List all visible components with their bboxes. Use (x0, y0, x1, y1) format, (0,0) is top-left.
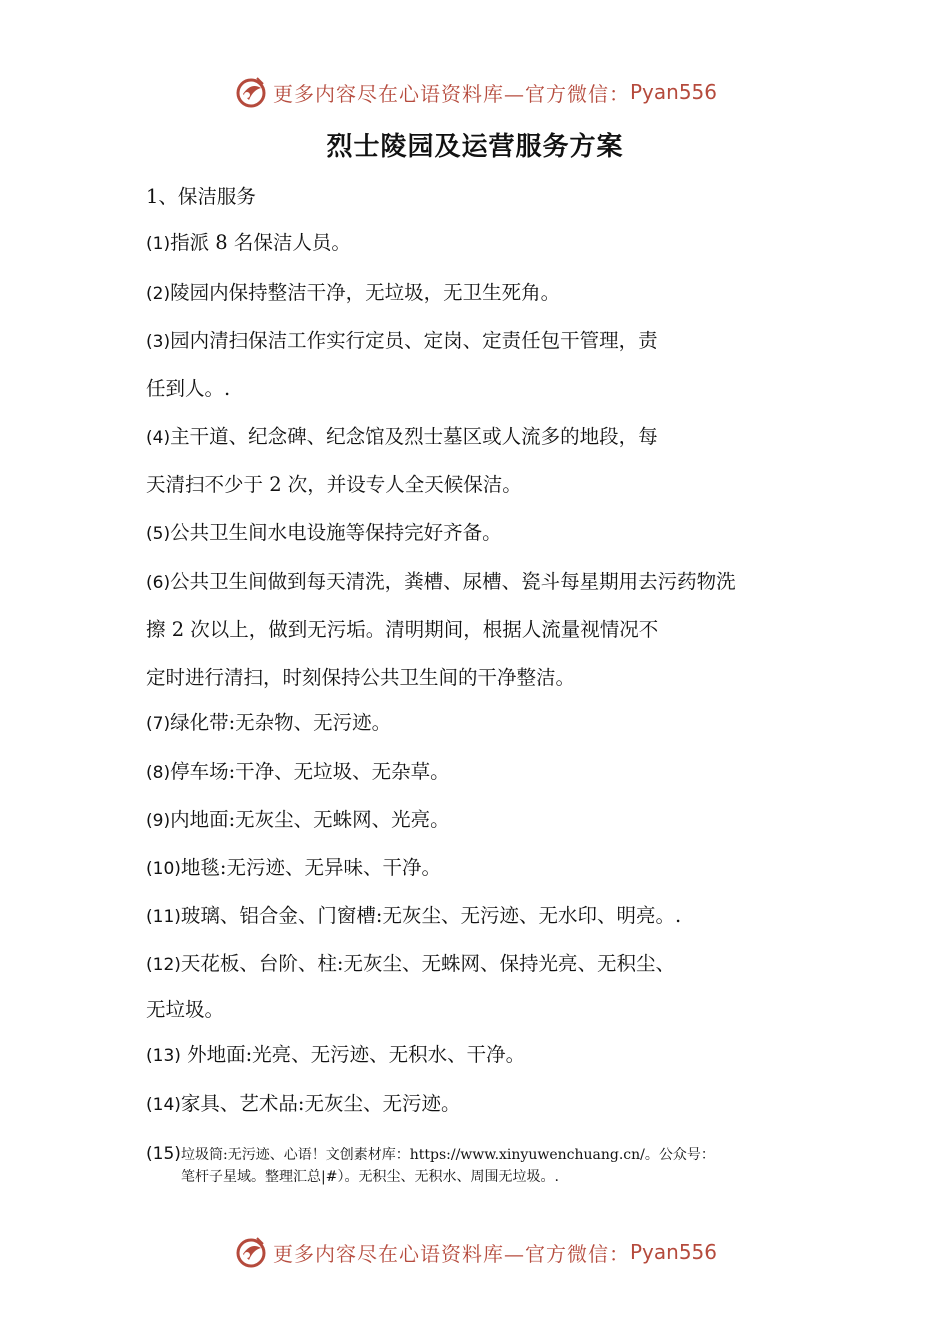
item-text: 玻璃、铝合金、门窗槽:无灰尘、无污迹、无水印、明亮。. (180, 904, 682, 927)
item-number: (12) (146, 955, 181, 975)
item-text: 无垃圾。 (146, 998, 225, 1021)
list-item-line (146, 759, 450, 786)
banner-wechat-id: Pyan556 (629, 80, 717, 104)
item-number: (14) (146, 1095, 181, 1115)
item-text: 绿化带:无杂物、无污迹。 (170, 711, 392, 734)
item-number: (6) (146, 573, 171, 593)
list-item-line (146, 424, 658, 451)
list-item-line (146, 230, 351, 257)
list-item-line (146, 376, 230, 402)
item-number: (3) (146, 332, 171, 352)
item-text: 陵园内保持整洁干净，无垃圾，无卫生死角。 (170, 281, 561, 304)
item-text: 外地面:光亮、无污迹、无积水、干净。 (180, 1043, 526, 1066)
item-text: 任到人。. (146, 377, 231, 400)
item-text: 地毯:无污迹、无异味、干净。 (180, 856, 441, 879)
list-item-line (146, 951, 675, 978)
item-number: (5) (146, 524, 171, 544)
item-text: 天清扫不少于 2 次，并设专人全天候保洁。 (146, 473, 522, 496)
item-text: 公共卫生间做到每天清洗，粪槽、尿槽、瓷斗每星期用去污药物洗 (170, 570, 736, 593)
list-item-15-line2: 笔杆子星域。整理汇总|#）。无积尘、无积水、周围无垃圾。. (181, 1169, 559, 1185)
list-item-line (146, 569, 736, 596)
item-text: 家具、艺术品:无灰尘、无污迹。 (180, 1092, 461, 1115)
list-item-line (146, 1091, 460, 1118)
item-number: (7) (146, 714, 171, 734)
list-item-line (146, 520, 502, 547)
list-item-line (146, 617, 658, 643)
brand-logo-icon (233, 1234, 269, 1270)
item-number: (1) (146, 234, 171, 254)
banner-wechat-id: Pyan556 (629, 1240, 717, 1264)
item-number: (10) (146, 859, 181, 879)
item-text: 停车场:干净、无垃圾、无杂草。 (170, 760, 450, 783)
banner-text: 更多内容尽在心语资料库—官方微信： (272, 81, 630, 106)
banner-text: 更多内容尽在心语资料库—官方微信： (272, 1241, 630, 1266)
item-text: 内地面:无灰尘、无蛛网、光亮。 (170, 808, 450, 831)
item-text: 指派 8 名保洁人员。 (170, 231, 351, 254)
list-item-line (146, 328, 658, 355)
list-item-line (146, 710, 391, 737)
list-item-line (146, 855, 441, 882)
section-heading: 1、保洁服务 (146, 185, 256, 208)
item-number: (11) (146, 907, 181, 927)
item-number: (4) (146, 428, 171, 448)
item-text: 主干道、纪念碑、纪念馆及烈士墓区或人流多的地段，每 (170, 425, 658, 448)
header-banner (0, 72, 950, 112)
item-number: (9) (146, 811, 171, 831)
item-text: 园内清扫保洁工作实行定员、定岗、定责任包干管理，责 (170, 329, 658, 352)
list-item-line (146, 807, 450, 834)
list-item-line (146, 472, 522, 498)
list-item-15-number: (15) (146, 1144, 181, 1164)
list-item-line (146, 1042, 525, 1069)
item-text: 擦 2 次以上，做到无污垢。清明期间，根据人流量视情况不 (146, 618, 659, 641)
item-text: 天花板、台阶、柱:无灰尘、无蛛网、保持光亮、无积尘、 (180, 952, 675, 975)
list-item-line (146, 280, 560, 307)
footer-banner (0, 1232, 950, 1272)
list-item-line (146, 997, 224, 1023)
list-item-line (146, 903, 681, 930)
brand-logo-icon (233, 74, 269, 110)
item-number: (8) (146, 763, 171, 783)
item-text: 定时进行清扫，时刻保持公共卫生间的干净整洁。 (146, 666, 576, 689)
list-item-15-line1: 垃圾筒:无污迹、心语！文创素材库：https://www.xinyuwenchuang.cn/。公众号： (181, 1147, 715, 1163)
item-number: (2) (146, 284, 171, 304)
item-text: 公共卫生间水电设施等保持完好齐备。 (170, 521, 502, 544)
page-title: 烈士陵园及运营服务方案 (326, 132, 624, 162)
item-number: (13) (146, 1046, 181, 1066)
list-item-line (146, 665, 575, 691)
